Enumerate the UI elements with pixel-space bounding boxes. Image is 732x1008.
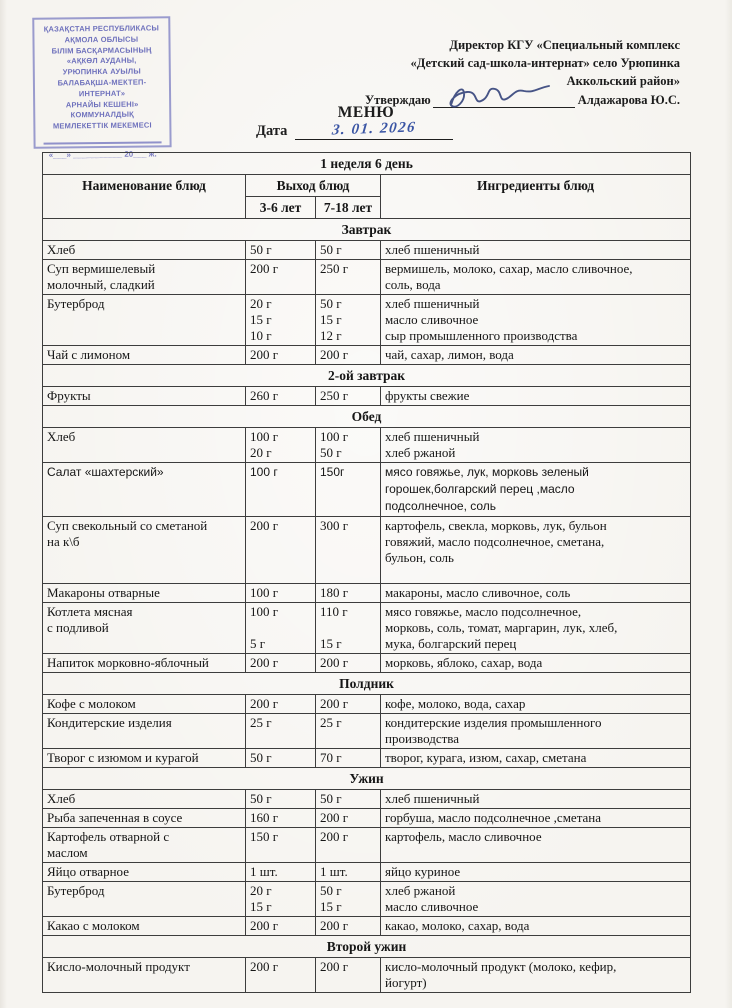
dish-cell <box>43 863 246 882</box>
portion-3-6-cell <box>246 654 316 673</box>
cell-line: мясо говяжье, лук, морковь зеленый <box>385 465 589 479</box>
ingredients-cell <box>381 695 691 714</box>
dish-cell <box>43 295 246 346</box>
week-header: 1 неделя 6 день <box>43 153 691 175</box>
ingredients-cell <box>381 295 691 346</box>
cell-line: сыр промышленного производства <box>385 328 578 343</box>
cell-line: 100 г <box>250 585 279 600</box>
section-header-row <box>43 219 691 241</box>
dish-cell <box>43 260 246 295</box>
ingredients-cell <box>381 809 691 828</box>
portion-3-6-cell <box>246 863 316 882</box>
cell-line: 20 г <box>250 296 272 311</box>
menu-row <box>43 463 691 517</box>
cell-line: Яйцо отварное <box>47 864 129 879</box>
dish-cell <box>43 428 246 463</box>
portion-7-18-cell <box>316 463 381 517</box>
portion-3-6-cell <box>246 517 316 584</box>
col-header-ingredients: Ингредиенты блюд <box>381 175 691 219</box>
cell-line: бульон, соль <box>385 550 454 565</box>
cell-line: 200 г <box>320 810 349 825</box>
menu-row <box>43 295 691 346</box>
portion-7-18-cell <box>316 295 381 346</box>
cell-line: хлеб ржаной <box>385 883 456 898</box>
cell-line: 200 г <box>250 518 279 533</box>
cell-line: 50 г <box>320 445 342 460</box>
stamp-rule-line <box>43 133 161 144</box>
cell-line: 100 г <box>250 429 279 444</box>
portion-7-18-cell <box>316 828 381 863</box>
menu-row <box>43 917 691 936</box>
cell-line: 200 г <box>320 347 349 362</box>
stamp-frame <box>32 16 171 148</box>
cell-line: Хлеб <box>47 791 76 806</box>
portion-7-18-cell <box>316 714 381 749</box>
portion-3-6-cell <box>246 428 316 463</box>
dish-cell <box>43 346 246 365</box>
cell-line: вермишель, молоко, сахар, масло сливочное, <box>385 261 633 276</box>
cell-line: йогурт) <box>385 975 427 990</box>
cell-line: 25 г <box>320 715 342 730</box>
cell-line <box>320 620 376 636</box>
cell-line: 50 г <box>320 242 342 257</box>
cell-line: 20 г <box>250 883 272 898</box>
cell-line: 20 г <box>250 445 272 460</box>
section-title: 2-ой завтрак <box>43 365 691 387</box>
portion-7-18-cell <box>316 749 381 768</box>
cell-line: макароны, масло сливочное, соль <box>385 585 571 600</box>
cell-line: 150г <box>320 465 345 479</box>
ingredients-cell <box>381 863 691 882</box>
dish-cell <box>43 517 246 584</box>
section-header-row <box>43 936 691 958</box>
portion-7-18-cell <box>316 603 381 654</box>
cell-line: 10 г <box>250 328 272 343</box>
section-header-row <box>43 673 691 695</box>
date-label: Дата <box>256 123 288 139</box>
cell-line: Хлеб <box>47 429 76 444</box>
cell-line: 100 г <box>250 465 278 479</box>
cell-line: мука, болгарский перец <box>385 636 517 651</box>
cell-line <box>250 620 311 636</box>
cell-line: 200 г <box>320 959 349 974</box>
cell-line: Рыба запеченная в соусе <box>47 810 183 825</box>
cell-line: горбуша, масло подсолнечное ,сметана <box>385 810 602 825</box>
ingredients-cell <box>381 463 691 517</box>
portion-3-6-cell <box>246 387 316 406</box>
section-title: Завтрак <box>43 219 691 241</box>
cell-line: 200 г <box>320 655 349 670</box>
menu-table <box>42 152 691 993</box>
cell-line: 150 г <box>250 829 279 844</box>
cell-line: 180 г <box>320 585 349 600</box>
stamp-text-line: БІЛІМ БАСҚАРМАСЫНЫҢ <box>51 45 152 56</box>
stamp-text-line: ҚАЗАҚСТАН РЕСПУБЛИКАСЫ <box>43 23 160 34</box>
columns-header-row <box>43 175 691 197</box>
cell-line: кисло-молочный продукт (молоко, кефир, <box>385 959 617 974</box>
cell-line: 5 г <box>250 636 266 651</box>
approver-name: Алдажарова Ю.С. <box>577 93 680 107</box>
menu-row <box>43 828 691 863</box>
cell-line: 100 г <box>250 604 279 619</box>
cell-line: творог, курага, изюм, сахар, сметана <box>385 750 587 765</box>
page-title: МЕНЮ <box>337 104 395 121</box>
portion-7-18-cell <box>316 695 381 714</box>
stamp-text-line: МЕМЛЕКЕТТІК МЕКЕМЕСІ <box>52 120 152 131</box>
portion-7-18-cell <box>316 260 381 295</box>
week-header-row <box>43 153 691 175</box>
portion-3-6-cell <box>246 809 316 828</box>
portion-7-18-cell <box>316 517 381 584</box>
portion-3-6-cell <box>246 695 316 714</box>
cell-line: Кондитерские изделия <box>47 715 172 730</box>
portion-7-18-cell <box>316 428 381 463</box>
cell-line: какао, молоко, сахар, вода <box>385 918 530 933</box>
ingredients-cell <box>381 346 691 365</box>
cell-line: 200 г <box>320 829 349 844</box>
ingredients-cell <box>381 882 691 917</box>
cell-line: кофе, молоко, вода, сахар <box>385 696 526 711</box>
cell-line: морковь, яблоко, сахар, вода <box>385 655 543 670</box>
cell-line: 200 г <box>250 918 279 933</box>
cell-line: Хлеб <box>47 242 76 257</box>
menu-row <box>43 584 691 603</box>
col-header-age-7-18: 7-18 лет <box>316 197 381 219</box>
menu-row <box>43 346 691 365</box>
cell-line: Картофель отварной с <box>47 829 170 844</box>
portion-3-6-cell <box>246 714 316 749</box>
col-header-dish: Наименование блюд <box>43 175 246 219</box>
cell-line: 100 г <box>320 429 349 444</box>
ingredients-cell <box>381 790 691 809</box>
cell-line: маслом <box>47 845 88 860</box>
dish-cell <box>43 241 246 260</box>
cell-line <box>385 566 686 582</box>
portion-3-6-cell <box>246 295 316 346</box>
approval-line: Директор КГУ «Специальный комплекс <box>449 38 680 52</box>
menu-row <box>43 790 691 809</box>
portion-7-18-cell <box>316 654 381 673</box>
cell-line: чай, сахар, лимон, вода <box>385 347 514 362</box>
section-header-row <box>43 406 691 428</box>
cell-line: 300 г <box>320 518 349 533</box>
cell-line: Чай с лимоном <box>47 347 131 362</box>
portion-3-6-cell <box>246 241 316 260</box>
portion-7-18-cell <box>316 809 381 828</box>
menu-row <box>43 603 691 654</box>
cell-line: 15 г <box>250 312 272 327</box>
cell-line: 1 шт. <box>250 864 278 879</box>
ingredients-cell <box>381 517 691 584</box>
cell-line: 50 г <box>250 791 272 806</box>
ingredients-cell <box>381 603 691 654</box>
cell-line: 12 г <box>320 328 342 343</box>
cell-line: говяжий, масло подсолнечное, сметана, <box>385 534 605 549</box>
portion-3-6-cell <box>246 584 316 603</box>
menu-row <box>43 517 691 584</box>
cell-line: молочный, сладкий <box>47 277 155 292</box>
stamp-text-line: АРНАЙЫ КЕШЕНІ» <box>65 99 139 109</box>
approval-line: «Детский сад-школа-интернат» село Урюпинка <box>410 56 680 70</box>
cell-line: картофель, масло сливочное <box>385 829 542 844</box>
section-title: Полдник <box>43 673 691 695</box>
cell-line: Какао с молоком <box>47 918 140 933</box>
dish-cell <box>43 695 246 714</box>
ingredients-cell <box>381 917 691 936</box>
section-title: Обед <box>43 406 691 428</box>
cell-line: Суп свекольный со сметаной <box>47 518 208 533</box>
institution-stamp <box>32 16 172 161</box>
cell-line: 15 г <box>250 899 272 914</box>
cell-line: 160 г <box>250 810 279 825</box>
dish-cell <box>43 387 246 406</box>
menu-row <box>43 387 691 406</box>
dish-cell <box>43 882 246 917</box>
cell-line: с подливой <box>47 620 109 635</box>
portion-7-18-cell <box>316 790 381 809</box>
cell-line: 200 г <box>250 347 279 362</box>
cell-line: кондитерские изделия промышленного <box>385 715 602 730</box>
cell-line: соль, вода <box>385 277 441 292</box>
ingredients-cell <box>381 749 691 768</box>
menu-row <box>43 241 691 260</box>
section-header-row <box>43 768 691 790</box>
cell-line: Котлета мясная <box>47 604 133 619</box>
cell-line: 250 г <box>320 261 349 276</box>
date-row <box>256 121 453 140</box>
cell-line: Кисло-молочный продукт <box>47 959 190 974</box>
stamp-text-line: БАЛАБАҚША-МЕКТЕП-ИНТЕРНАТ» <box>57 77 147 99</box>
portion-3-6-cell <box>246 603 316 654</box>
approve-label: Утверждаю <box>364 93 431 107</box>
menu-row <box>43 882 691 917</box>
portion-7-18-cell <box>316 241 381 260</box>
cell-line: горошек,болгарский перец ,масло <box>385 482 575 496</box>
cell-line: Макароны отварные <box>47 585 160 600</box>
cell-line: 50 г <box>250 750 272 765</box>
ingredients-cell <box>381 387 691 406</box>
cell-line: Бутерброд <box>47 883 105 898</box>
cell-line: 50 г <box>250 242 272 257</box>
portion-7-18-cell <box>316 882 381 917</box>
menu-row <box>43 714 691 749</box>
cell-line: хлеб пшеничный <box>385 791 480 806</box>
dish-cell <box>43 463 246 517</box>
menu-row <box>43 260 691 295</box>
cell-line: 15 г <box>320 899 342 914</box>
cell-line: подсолнечное, соль <box>385 499 497 513</box>
approval-line: Аккольский район» <box>566 74 680 88</box>
cell-line: 200 г <box>250 655 279 670</box>
cell-line: Творог с изюмом и курагой <box>47 750 199 765</box>
cell-line: Суп вермишелевый <box>47 261 156 276</box>
dish-cell <box>43 809 246 828</box>
cell-line: 50 г <box>320 883 342 898</box>
ingredients-cell <box>381 958 691 993</box>
portion-3-6-cell <box>246 346 316 365</box>
portion-7-18-cell <box>316 958 381 993</box>
menu-row <box>43 809 691 828</box>
cell-line: на к\б <box>47 534 80 549</box>
stamp-date-line: «___» ___________ 20___ ж. <box>48 149 157 160</box>
cell-line: 250 г <box>320 388 349 403</box>
cell-line: яйцо куриное <box>385 864 461 879</box>
portion-3-6-cell <box>246 790 316 809</box>
ingredients-cell <box>381 828 691 863</box>
cell-line: мясо говяжье, масло подсолнечное, <box>385 604 582 619</box>
cell-line: Напиток морковно-яблочный <box>47 655 209 670</box>
cell-line: 70 г <box>320 750 342 765</box>
portion-7-18-cell <box>316 346 381 365</box>
menu-row <box>43 695 691 714</box>
portion-7-18-cell <box>316 584 381 603</box>
stamp-text-line: УРЮПИНКА АУЫЛЫ <box>62 66 141 77</box>
ingredients-cell <box>381 654 691 673</box>
portion-3-6-cell <box>246 917 316 936</box>
dish-cell <box>43 654 246 673</box>
cell-line: фрукты свежие <box>385 388 470 403</box>
cell-line: 200 г <box>320 696 349 711</box>
ingredients-cell <box>381 584 691 603</box>
cell-line: 15 г <box>320 636 342 651</box>
dish-cell <box>43 958 246 993</box>
portion-3-6-cell <box>246 958 316 993</box>
cell-line: 200 г <box>320 918 349 933</box>
portion-7-18-cell <box>316 917 381 936</box>
portion-3-6-cell <box>246 463 316 517</box>
menu-row <box>43 863 691 882</box>
cell-line: 200 г <box>250 261 279 276</box>
portion-3-6-cell <box>246 749 316 768</box>
stamp-text-line: КОММУНАЛДЫҚ <box>70 110 134 120</box>
menu-row <box>43 654 691 673</box>
dish-cell <box>43 828 246 863</box>
menu-row <box>43 958 691 993</box>
dish-cell <box>43 584 246 603</box>
dish-cell <box>43 714 246 749</box>
cell-line: производства <box>385 731 460 746</box>
cell-line: хлеб ржаной <box>385 445 456 460</box>
cell-line: 50 г <box>320 791 342 806</box>
portion-3-6-cell <box>246 260 316 295</box>
approval-header <box>260 36 680 109</box>
portion-3-6-cell <box>246 882 316 917</box>
col-header-age-3-6: 3-6 лет <box>246 197 316 219</box>
portion-7-18-cell <box>316 863 381 882</box>
cell-line: Бутерброд <box>47 296 105 311</box>
ingredients-cell <box>381 241 691 260</box>
stamp-text-line: «АҚКӨЛ АУДАНЫ, <box>66 56 137 66</box>
cell-line: масло сливочное <box>385 899 479 914</box>
date-field <box>295 121 453 140</box>
menu-row <box>43 749 691 768</box>
cell-line: 200 г <box>250 959 279 974</box>
cell-line: 25 г <box>250 715 272 730</box>
section-title: Второй ужин <box>43 936 691 958</box>
handwritten-date: 3. 01. 2026 <box>331 119 418 139</box>
section-title: Ужин <box>43 768 691 790</box>
ingredients-cell <box>381 428 691 463</box>
cell-line: морковь, соль, томат, маргарин, лук, хлеб, <box>385 620 618 635</box>
col-header-output: Выход блюд <box>246 175 381 197</box>
cell-line: масло сливочное <box>385 312 479 327</box>
cell-line: 110 г <box>320 604 348 619</box>
cell-line: Фрукты <box>47 388 91 403</box>
dish-cell <box>43 790 246 809</box>
dish-cell <box>43 749 246 768</box>
cell-line: Кофе с молоком <box>47 696 136 711</box>
cell-line: хлеб пшеничный <box>385 296 480 311</box>
cell-line: хлеб пшеничный <box>385 242 480 257</box>
cell-line: 15 г <box>320 312 342 327</box>
cell-line: 200 г <box>250 696 279 711</box>
cell-line: 260 г <box>250 388 279 403</box>
dish-cell <box>43 603 246 654</box>
portion-3-6-cell <box>246 828 316 863</box>
dish-cell <box>43 917 246 936</box>
cell-line: 1 шт. <box>320 864 348 879</box>
cell-line: хлеб пшеничный <box>385 429 480 444</box>
portion-7-18-cell <box>316 387 381 406</box>
cell-line: 50 г <box>320 296 342 311</box>
ingredients-cell <box>381 714 691 749</box>
ingredients-cell <box>381 260 691 295</box>
stamp-text-line: АҚМОЛА ОБЛЫСЫ <box>64 34 139 45</box>
section-header-row <box>43 365 691 387</box>
cell-line: картофель, свекла, морковь, лук, бульон <box>385 518 607 533</box>
cell-line: Салат «шахтерский» <box>47 465 164 479</box>
menu-row <box>43 428 691 463</box>
